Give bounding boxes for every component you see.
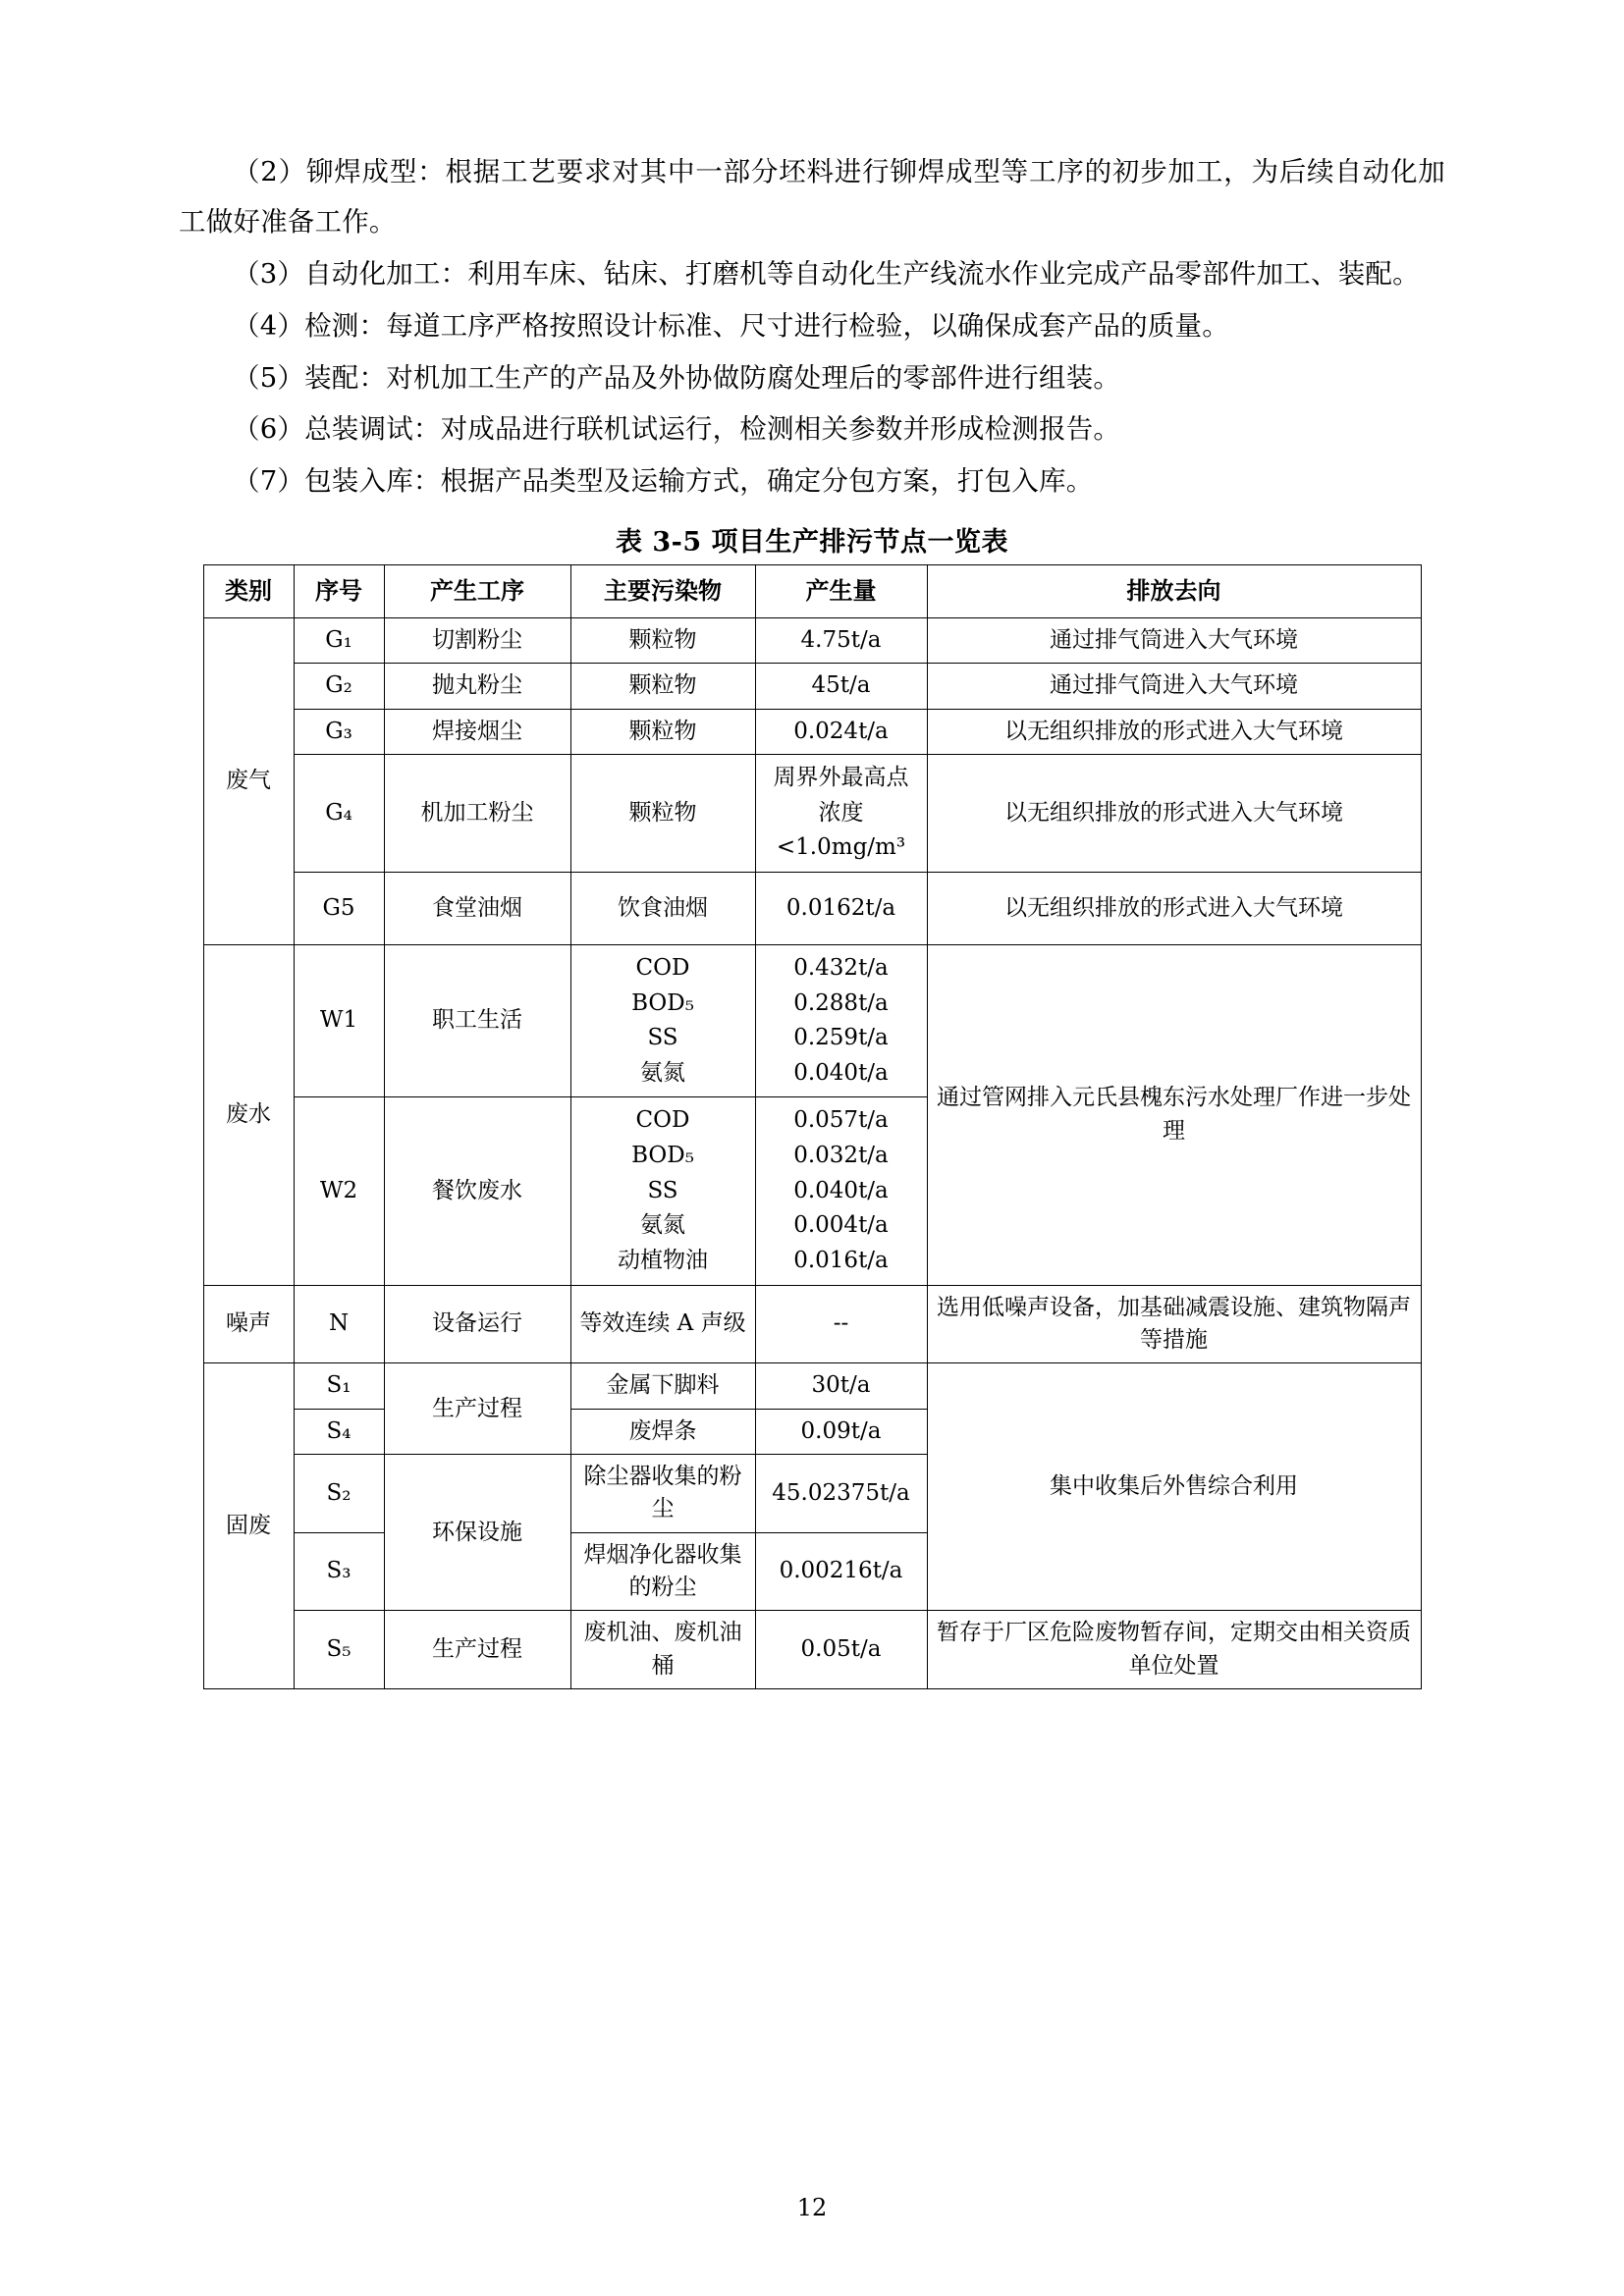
- row-s4-amount: 0.09t/a: [755, 1409, 927, 1454]
- row-g2-process: 抛丸粉尘: [384, 664, 570, 709]
- row-s1-process: 生产过程: [384, 1363, 570, 1455]
- row-n-process: 设备运行: [384, 1285, 570, 1363]
- row-s2-no: S₂: [294, 1455, 384, 1533]
- solid-destination: 集中收集后外售综合利用: [927, 1363, 1421, 1611]
- row-s1-no: S₁: [294, 1363, 384, 1409]
- table-header-row: [203, 565, 1421, 618]
- category-noise: 噪声: [203, 1285, 294, 1363]
- row-g1-pollutant: 颗粒物: [570, 617, 755, 663]
- row-s5-dest: 暂存于厂区危险废物暂存间，定期交由相关资质单位处置: [927, 1611, 1421, 1689]
- row-g4-no: G₄: [294, 754, 384, 872]
- row-s5-pollutant: 废机油、废机油桶: [570, 1611, 755, 1689]
- table-caption: 表 3-5 项目生产排污节点一览表: [615, 527, 1009, 559]
- amount-item: 0.016t/a: [793, 1248, 889, 1273]
- amount-item: 0.432t/a: [793, 954, 889, 981]
- category-solid: 固废: [203, 1363, 294, 1689]
- row-s3-no: S₃: [294, 1532, 384, 1611]
- row-n-no: N: [294, 1285, 384, 1363]
- paragraph-6: （6）总装调试：对成品进行联机试运行，检测相关参数并形成检测报告。: [233, 413, 1121, 446]
- row-g1-no: G₁: [294, 617, 384, 663]
- row-g5-amount: 0.0162t/a: [755, 872, 927, 944]
- row-w1-pollutants: [570, 944, 755, 1097]
- category-gas: 废气: [203, 617, 294, 944]
- pollutant-item: 氨氮: [640, 1212, 685, 1239]
- row-g2-dest: 通过排气筒进入大气环境: [927, 664, 1421, 709]
- row-g2-pollutant: 颗粒物: [570, 664, 755, 709]
- table-row: [203, 754, 1421, 872]
- row-s5-no: S₅: [294, 1611, 384, 1689]
- row-g3-process: 焊接烟尘: [384, 709, 570, 754]
- row-s2-process: 环保设施: [384, 1455, 570, 1611]
- row-g1-dest: 通过排气筒进入大气环境: [927, 617, 1421, 663]
- category-water: 废水: [203, 944, 294, 1285]
- row-s4-pollutant: 废焊条: [570, 1409, 755, 1454]
- table-row: [203, 1611, 1421, 1689]
- table-row: [203, 1285, 1421, 1363]
- header-destination: 排放去向: [927, 565, 1421, 618]
- row-g3-no: G₃: [294, 709, 384, 754]
- row-w2-process: 餐饮废水: [384, 1097, 570, 1285]
- row-s4-no: S₄: [294, 1409, 384, 1454]
- paragraph-4: （4）检测：每道工序严格按照设计标准、尺寸进行检验，以确保成套产品的质量。: [233, 309, 1229, 342]
- header-number: 序号: [294, 565, 384, 618]
- paragraph-3: （3）自动化加工：利用车床、钻床、打磨机等自动化生产线流水作业完成产品零部件加工、装配。: [233, 257, 1420, 290]
- paragraph-7: （7）包装入库：根据产品类型及运输方式，确定分包方案，打包入库。: [233, 465, 1094, 498]
- table-row: [203, 617, 1421, 663]
- row-g1-amount: 4.75t/a: [755, 617, 927, 663]
- row-s2-amount: 45.02375t/a: [755, 1455, 927, 1533]
- row-g4-amount: [755, 754, 927, 872]
- page-number: 12: [796, 2194, 828, 2221]
- pollutant-item: 动植物油: [618, 1248, 708, 1273]
- row-s1-amount: 30t/a: [755, 1363, 927, 1409]
- table-row: [203, 664, 1421, 709]
- row-g3-amount: 0.024t/a: [755, 709, 927, 754]
- row-g4-amount-line2: 浓度<1.0mg/m³: [776, 799, 906, 861]
- pollutant-item: SS: [647, 1177, 678, 1203]
- amount-item: 0.004t/a: [793, 1212, 889, 1239]
- row-g5-no: G5: [294, 872, 384, 944]
- header-category: 类别: [203, 565, 294, 618]
- row-w1-process: 职工生活: [384, 944, 570, 1097]
- pollutant-item: 氨氮: [640, 1059, 685, 1086]
- pollution-nodes-table: [203, 564, 1422, 1689]
- amount-item: 0.032t/a: [793, 1143, 889, 1169]
- pollutant-item: COD: [635, 1107, 690, 1134]
- row-g5-pollutant: 饮食油烟: [570, 872, 755, 944]
- row-g5-process: 食堂油烟: [384, 872, 570, 944]
- header-process: 产生工序: [384, 565, 570, 618]
- row-w2-pollutants: [570, 1097, 755, 1285]
- table-row: [203, 709, 1421, 754]
- row-g4-dest: 以无组织排放的形式进入大气环境: [927, 754, 1421, 872]
- pollutant-item: BOD₅: [631, 1143, 694, 1169]
- row-g5-dest: 以无组织排放的形式进入大气环境: [927, 872, 1421, 944]
- paragraph-5: （5）装配：对机加工生产的产品及外协做防腐处理后的零部件进行组装。: [233, 361, 1121, 394]
- row-w1-no: W1: [294, 944, 384, 1097]
- row-g3-pollutant: 颗粒物: [570, 709, 755, 754]
- amount-item: 0.040t/a: [793, 1059, 889, 1086]
- row-s1-pollutant: 金属下脚料: [570, 1363, 755, 1409]
- header-pollutant: 主要污染物: [570, 565, 755, 618]
- paragraph-2: （2）铆焊成型：根据工艺要求对其中一部分坯料进行铆焊成型等工序的初步加工，为后续自动化加工做好准备工作。: [179, 156, 1445, 238]
- row-w1-amounts: [755, 944, 927, 1097]
- row-g4-amount-line1: 周界外最高点: [773, 764, 909, 790]
- pollutant-item: BOD₅: [631, 989, 694, 1016]
- water-destination: 通过管网排入元氏县槐东污水处理厂作进一步处理: [927, 944, 1421, 1285]
- row-n-pollutant: 等效连续 A 声级: [570, 1285, 755, 1363]
- row-s5-process: 生产过程: [384, 1611, 570, 1689]
- table-row: [203, 944, 1421, 1097]
- row-g2-no: G₂: [294, 664, 384, 709]
- row-g4-pollutant: 颗粒物: [570, 754, 755, 872]
- amount-item: 0.259t/a: [793, 1025, 889, 1051]
- row-g1-process: 切割粉尘: [384, 617, 570, 663]
- row-s3-amount: 0.00216t/a: [755, 1532, 927, 1611]
- pollutant-item: COD: [635, 954, 690, 981]
- row-g4-process: 机加工粉尘: [384, 754, 570, 872]
- row-w2-no: W2: [294, 1097, 384, 1285]
- row-n-amount: --: [755, 1285, 927, 1363]
- row-w2-amounts: [755, 1097, 927, 1285]
- table-row: [203, 1363, 1421, 1409]
- header-amount: 产生量: [755, 565, 927, 618]
- table-row: [203, 872, 1421, 944]
- row-n-dest: 选用低噪声设备，加基础减震设施、建筑物隔声等措施: [927, 1285, 1421, 1363]
- row-g3-dest: 以无组织排放的形式进入大气环境: [927, 709, 1421, 754]
- row-g2-amount: 45t/a: [755, 664, 927, 709]
- amount-item: 0.040t/a: [793, 1177, 889, 1203]
- amount-item: 0.288t/a: [793, 989, 889, 1016]
- row-s5-amount: 0.05t/a: [755, 1611, 927, 1689]
- pollutant-item: SS: [647, 1025, 678, 1051]
- row-s3-pollutant: 焊烟净化器收集的粉尘: [570, 1532, 755, 1611]
- row-s2-pollutant: 除尘器收集的粉尘: [570, 1455, 755, 1533]
- amount-item: 0.057t/a: [793, 1107, 889, 1134]
